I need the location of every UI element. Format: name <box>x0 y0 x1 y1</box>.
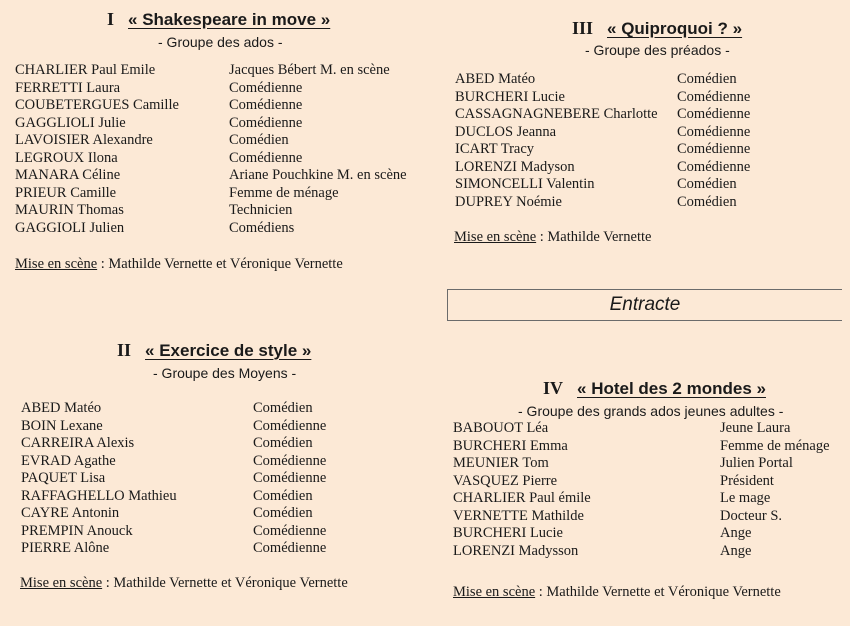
role-name: Comédienne <box>253 470 327 486</box>
actor-name: BOIN Lexane <box>21 417 103 434</box>
role-name: Comédienne <box>677 158 751 175</box>
role-name: Comédien <box>253 435 313 451</box>
actor-name: LAVOISIER Alexandre <box>15 132 153 148</box>
mise-en-scene-value: : Mathilde Vernette et Véronique Vernette <box>100 256 343 272</box>
actor-name: GAGGLIOLI Julie <box>15 114 126 131</box>
role-name: Comédiens <box>229 219 295 236</box>
play-title: « Shakespeare in move » <box>128 10 331 29</box>
group-label: - Groupe des préados - <box>585 42 730 58</box>
actor-name: ABED Matéo <box>455 71 536 87</box>
role-name: Jeune Laura <box>720 420 791 436</box>
actor-name: BURCHERI Emma <box>453 437 568 454</box>
role-name: Comédienne <box>253 452 327 469</box>
actor-name: GAGGIOLI Julien <box>15 219 125 236</box>
role-name: Comédienne <box>253 417 327 434</box>
actor-name: FERRETTI Laura <box>15 79 121 96</box>
actor-name: BURCHERI Lucie <box>455 88 565 105</box>
mise-en-scene-label: Mise en scène <box>15 256 98 272</box>
role-name: Comédienne <box>677 123 751 140</box>
actor-name: MANARA Céline <box>15 167 121 183</box>
actor-name: PREMPIN Anouck <box>21 522 133 539</box>
role-name: Comédienne <box>229 79 303 96</box>
role-name: Ange <box>720 542 752 559</box>
actor-name: CHARLIER Paul émile <box>453 490 591 506</box>
role-name: Docteur S. <box>720 507 783 524</box>
actor-name: RAFFAGHELLO Mathieu <box>21 487 177 504</box>
role-name: Comédienne <box>677 106 751 122</box>
role-name: Femme de ménage <box>720 437 830 454</box>
group-label: - Groupe des Moyens - <box>153 365 297 381</box>
actor-name: VASQUEZ Pierre <box>453 472 558 489</box>
role-name: Comédienne <box>677 88 751 105</box>
role-name: Comédien <box>253 487 313 504</box>
role-name: Comédienne <box>229 114 303 131</box>
role-name: Comédien <box>229 132 289 148</box>
role-name: Comédien <box>677 71 737 87</box>
role-name: Comédien <box>253 400 313 416</box>
play-title: « Hotel des 2 mondes » <box>577 379 766 398</box>
role-name: Comédienne <box>229 97 303 113</box>
actor-name: MAURIN Thomas <box>15 202 124 218</box>
actor-name: CHARLIER Paul Emile <box>15 62 156 78</box>
role-name: Technicien <box>229 202 293 218</box>
role-name: Comédienne <box>253 522 327 539</box>
section-number: II <box>117 340 132 360</box>
actor-name: VERNETTE Mathilde <box>453 507 584 524</box>
actor-name: CAYRE Antonin <box>21 505 120 521</box>
mise-en-scene-label: Mise en scène <box>454 229 537 245</box>
actor-name: DUCLOS Jeanna <box>455 123 557 140</box>
section-title <box>572 18 742 39</box>
group-label: - Groupe des grands ados jeunes adultes - <box>518 403 784 419</box>
mise-en-scene-value: : Mathilde Vernette <box>539 229 652 245</box>
section-title <box>107 9 330 30</box>
actor-name: CASSAGNAGNEBERE Charlotte <box>455 106 658 122</box>
mise-en-scene-label: Mise en scène <box>453 584 536 600</box>
actor-name: PIERRE Alône <box>21 540 110 556</box>
role-name: Comédienne <box>253 540 327 556</box>
mise-en-scene <box>453 584 781 601</box>
role-name: Ange <box>720 525 752 541</box>
role-name: Femme de ménage <box>229 184 339 201</box>
actor-name: CARREIRA Alexis <box>21 435 135 451</box>
mise-en-scene-value: : Mathilde Vernette et Véronique Vernette <box>538 584 781 600</box>
section-number: I <box>107 9 115 29</box>
play-title: « Quiproquoi ? » <box>607 19 743 38</box>
mise-en-scene <box>20 575 348 592</box>
actor-name: BABOUOT Léa <box>453 420 549 436</box>
mise-en-scene <box>454 229 651 246</box>
actor-name: SIMONCELLI Valentin <box>455 176 595 192</box>
actor-name: MEUNIER Tom <box>453 455 549 471</box>
group-label: - Groupe des ados - <box>158 34 283 50</box>
actor-name: DUPREY Noémie <box>455 193 562 210</box>
mise-en-scene-value: : Mathilde Vernette et Véronique Vernette <box>105 575 348 591</box>
actor-name: PAQUET Lisa <box>21 470 106 486</box>
actor-name: ABED Matéo <box>21 400 102 416</box>
actor-name: COUBETERGUES Camille <box>15 97 179 113</box>
actor-name: LORENZI Madysson <box>453 542 579 559</box>
section-title <box>117 340 311 361</box>
play-title: « Exercice de style » <box>145 341 312 360</box>
role-name: Comédienne <box>677 141 751 157</box>
mise-en-scene-label: Mise en scène <box>20 575 103 591</box>
entracte-banner: Entracte <box>447 289 842 321</box>
actor-name: EVRAD Agathe <box>21 452 116 469</box>
actor-name: ICART Tracy <box>455 141 535 157</box>
role-name: Président <box>720 472 774 489</box>
role-name: Comédien <box>677 193 737 210</box>
section-title <box>543 378 766 399</box>
role-name: Ariane Pouchkine M. en scène <box>229 167 407 183</box>
role-name: Comédienne <box>229 149 303 166</box>
role-name: Le mage <box>720 490 771 506</box>
actor-name: LORENZI Madyson <box>455 158 575 175</box>
actor-name: BURCHERI Lucie <box>453 525 563 541</box>
role-name: Comédien <box>253 505 313 521</box>
section-number: III <box>572 18 594 38</box>
actor-name: PRIEUR Camille <box>15 184 117 201</box>
role-name: Julien Portal <box>720 455 793 471</box>
section-number: IV <box>543 378 564 398</box>
mise-en-scene <box>15 256 343 273</box>
role-name: Jacques Bébert M. en scène <box>229 62 390 78</box>
role-name: Comédien <box>677 176 737 192</box>
actor-name: LEGROUX Ilona <box>15 149 118 166</box>
